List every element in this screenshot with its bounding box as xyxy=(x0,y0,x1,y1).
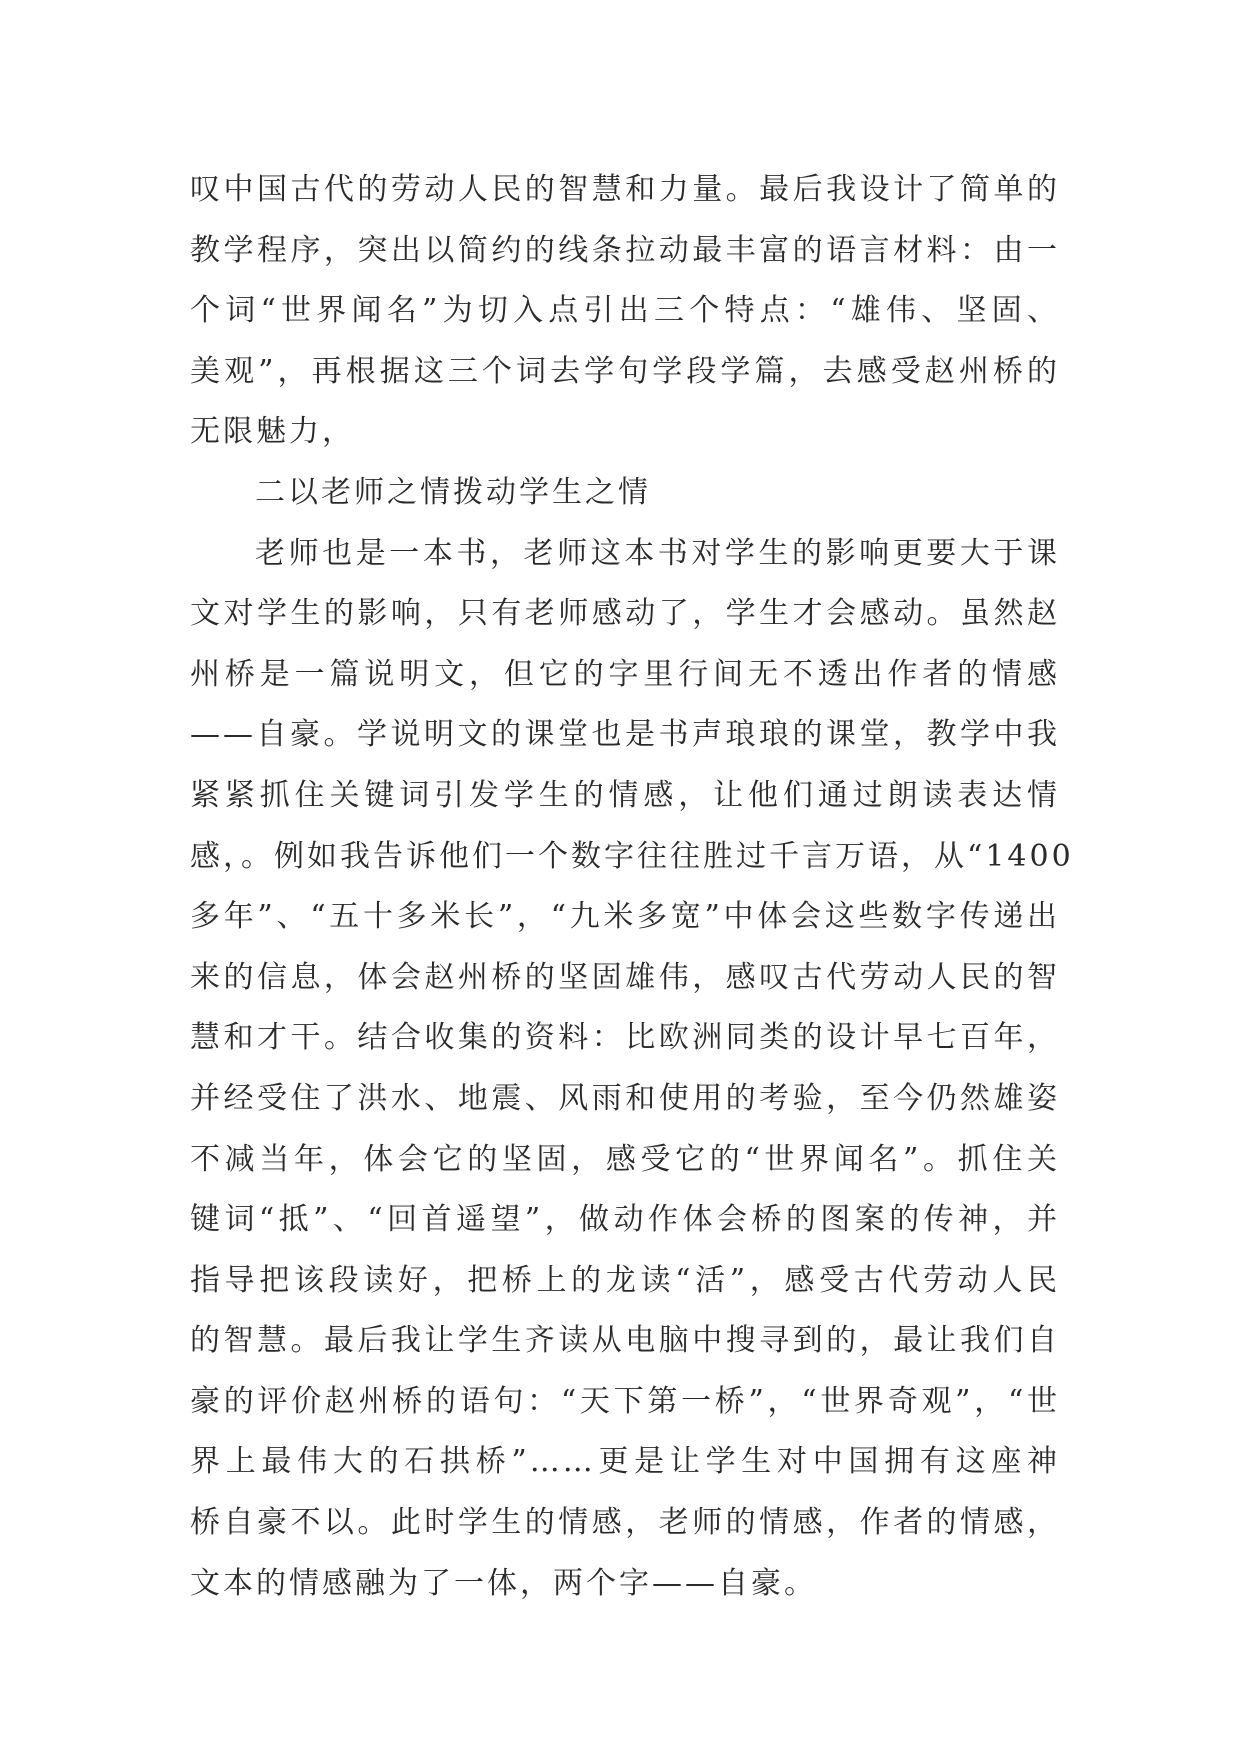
text-line: 紧紧抓住关键词引发学生的情感，让他们通过朗读表达情 xyxy=(190,777,1060,813)
text-line: 教学程序，突出以简约的线条拉动最丰富的语言材料：由一 xyxy=(190,232,1060,268)
paragraph-1 xyxy=(190,160,1060,463)
section-heading: 二以老师之情拨动学生之情 xyxy=(255,474,651,510)
text-line: 多年”、“五十多米长”，“九米多宽”中体会这些数字传递出 xyxy=(190,899,1060,935)
text-line: 老师也是一本书，老师这本书对学生的影响更要大于课 xyxy=(255,535,1060,571)
text-line: 来的信息，体会赵州桥的坚固雄伟，感叹古代劳动人民的智 xyxy=(190,959,1060,995)
text-line: 不减当年，体会它的坚固，感受它的“世界闻名”。抓住关 xyxy=(190,1141,1060,1177)
text-line: 文本的情感融为了一体，两个字——自豪。 xyxy=(190,1565,817,1601)
text-line: 慧和才干。结合收集的资料：比欧洲同类的设计早七百年， xyxy=(190,1020,1060,1056)
text-line: 美观”，再根据这三个词去学句学段学篇，去感受赵州桥的 xyxy=(190,353,1060,389)
text-line: 个词“世界闻名”为切入点引出三个特点：“雄伟、坚固、 xyxy=(190,293,1060,329)
text-line: 豪的评价赵州桥的语句：“天下第一桥”，“世界奇观”，“世 xyxy=(190,1383,1060,1419)
text-line: 州桥是一篇说明文，但它的字里行间无不透出作者的情感 xyxy=(190,656,1060,692)
text-line: 并经受住了洪水、地震、风雨和使用的考验，至今仍然雄姿 xyxy=(190,1080,1060,1116)
text-line: 键词“抵”、“回首遥望”，做动作体会桥的图案的传神，并 xyxy=(190,1202,1060,1238)
text-line: 桥自豪不以。此时学生的情感，老师的情感，作者的情感， xyxy=(190,1505,1060,1541)
paragraph-2 xyxy=(190,524,1074,1615)
text-line: 指导把该段读好，把桥上的龙读“活”，感受古代劳动人民 xyxy=(190,1262,1060,1298)
text-line: 的智慧。最后我让学生齐读从电脑中搜寻到的，最让我们自 xyxy=(190,1323,1060,1359)
text-line: 文对学生的影响，只有老师感动了，学生才会感动。虽然赵 xyxy=(190,596,1060,632)
document-body xyxy=(190,160,1074,1614)
text-line: 无限魅力， xyxy=(190,414,355,450)
text-line: 界上最伟大的石拱桥”……更是让学生对中国拥有这座神 xyxy=(190,1444,1060,1480)
text-line: 感，。例如我告诉他们一个数字往往胜过千言万语，从“1400 xyxy=(190,838,1074,874)
text-line: 叹中国古代的劳动人民的智慧和力量。最后我设计了简单的 xyxy=(190,172,1060,207)
text-line: ——自豪。学说明文的课堂也是书声琅琅的课堂，教学中我 xyxy=(190,717,1060,753)
